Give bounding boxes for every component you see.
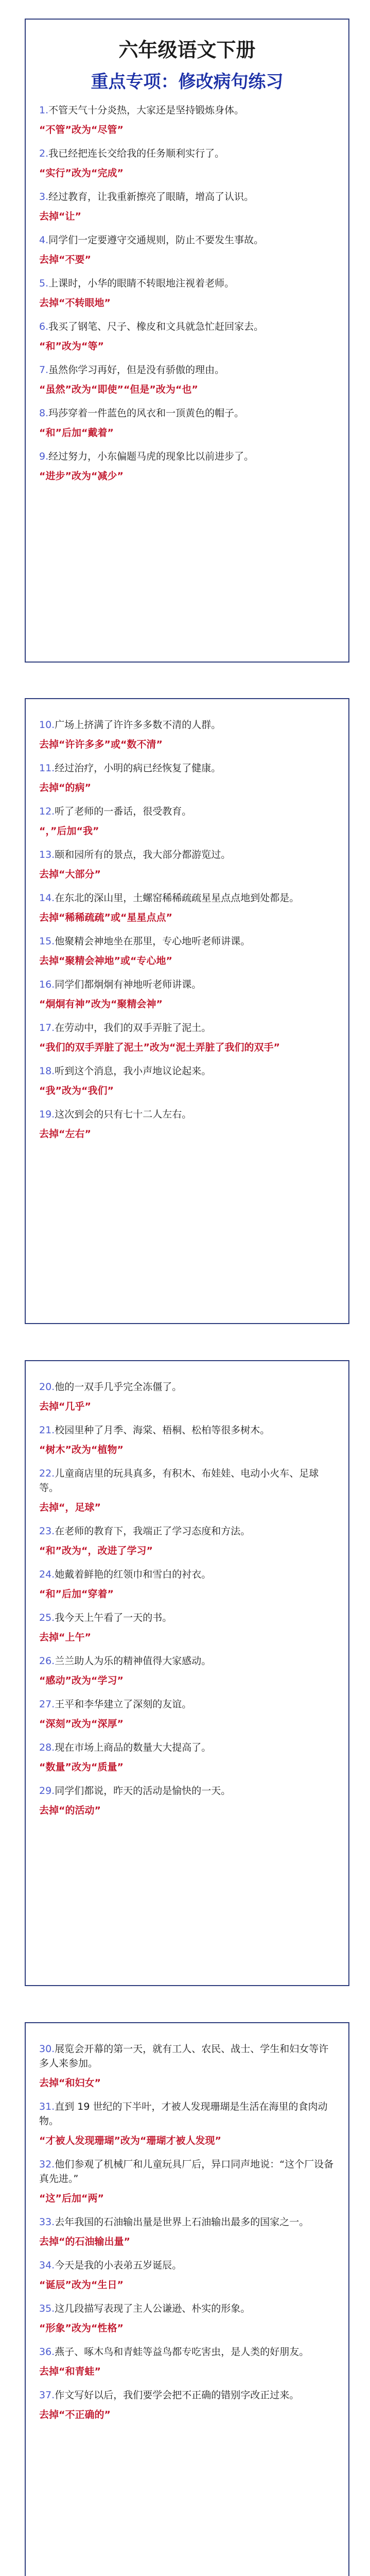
answer-text: 去掉“不转眼地” xyxy=(39,297,111,309)
question-number: 19. xyxy=(39,1109,55,1120)
question-sentence xyxy=(39,1740,335,1755)
question-sentence xyxy=(39,1611,335,1625)
question-number: 11. xyxy=(39,762,55,774)
question-item xyxy=(39,761,335,795)
answer-text: 去掉“大部分” xyxy=(39,869,101,880)
question-sentence xyxy=(39,449,335,464)
question-item xyxy=(39,276,335,310)
question-item xyxy=(39,1567,335,1601)
question-number: 34. xyxy=(39,2260,55,2271)
question-text: 这次到会的只有七十二人左右。 xyxy=(55,1109,192,1120)
question-number: 32. xyxy=(39,2159,55,2170)
question-sentence xyxy=(39,1107,335,1122)
question-text: 上课时，小华的眼睛不转眼地注视着老师。 xyxy=(48,278,235,289)
question-sentence xyxy=(39,363,335,377)
question-item xyxy=(39,1524,335,1558)
question-item xyxy=(39,146,335,180)
question-text: 她戴着鲜艳的红领巾和雪白的衬衣。 xyxy=(55,1569,212,1580)
question-number: 35. xyxy=(39,2303,55,2314)
answer-text: “不管”改为“尽管” xyxy=(39,124,124,135)
answer-text: “深刻”改为“深厚” xyxy=(39,1718,124,1730)
question-item xyxy=(39,2258,335,2292)
answer-text: 去掉“上午” xyxy=(39,1632,91,1643)
question-text: 现在市场上商品的数量大大提高了。 xyxy=(55,1742,212,1753)
question-item xyxy=(39,1064,335,1098)
question-number: 5. xyxy=(39,278,49,289)
question-sentence xyxy=(39,2388,335,2402)
question-text: 这几段描写表现了主人公谦逊、朴实的形象。 xyxy=(55,2303,251,2314)
question-text: 经过努力，小东偏题马虎的现象比以前进步了。 xyxy=(48,451,254,462)
question-number: 8. xyxy=(39,408,49,419)
question-item xyxy=(39,2301,335,2335)
question-item xyxy=(39,1654,335,1688)
question-item xyxy=(39,1380,335,1414)
question-item xyxy=(39,1611,335,1645)
question-sentence xyxy=(39,891,335,905)
question-sentence xyxy=(39,1697,335,1711)
question-sentence xyxy=(39,233,335,247)
page-title: 六年级语文下册 xyxy=(118,39,256,61)
question-text: 去年我国的石油输出量是世界上石油输出最多的国家之一。 xyxy=(55,2216,309,2228)
question-item xyxy=(39,1784,335,1818)
question-sentence xyxy=(39,977,335,992)
question-text: 今天是我的小表弟五岁诞辰。 xyxy=(55,2260,182,2271)
question-text: 儿童商店里的玩具真多，有积木、布娃娃、电动小火车、足球等。 xyxy=(39,1468,319,1494)
question-number: 25. xyxy=(39,1612,55,1623)
question-number: 7. xyxy=(39,364,49,376)
question-sentence xyxy=(39,1064,335,1078)
answer-text: 去掉“不正确的” xyxy=(39,2409,111,2420)
question-number: 16. xyxy=(39,979,55,990)
answer-text: 去掉“的病” xyxy=(39,782,91,793)
answer-text: “我”改为“我们” xyxy=(39,1085,114,1096)
question-number: 24. xyxy=(39,1569,55,1580)
answer-text: “诞辰”改为“生日” xyxy=(39,2279,124,2291)
question-number: 10. xyxy=(39,719,55,731)
question-sentence xyxy=(39,406,335,420)
question-number: 15. xyxy=(39,936,55,947)
question-number: 28. xyxy=(39,1742,55,1753)
question-sentence xyxy=(39,718,335,732)
answer-text: “炯炯有神”改为“聚精会神” xyxy=(39,998,163,1010)
question-sentence xyxy=(39,103,335,117)
exercise-card-1 xyxy=(25,19,349,663)
question-number: 29. xyxy=(39,1785,55,1797)
answer-text: “和”后加“穿着” xyxy=(39,1588,114,1600)
answer-text: 去掉“稀稀疏疏”或“星星点点” xyxy=(39,912,172,923)
question-text: 我已经把连长交给我的任务顺利实行了。 xyxy=(48,148,225,159)
question-number: 26. xyxy=(39,1655,55,1667)
question-item xyxy=(39,848,335,882)
question-sentence xyxy=(39,319,335,334)
question-item xyxy=(39,406,335,440)
question-sentence xyxy=(39,2042,335,2071)
question-text: 校园里种了月季、海棠、梧桐、松柏等很多树木。 xyxy=(55,1425,270,1436)
question-sentence xyxy=(39,276,335,291)
question-item xyxy=(39,1423,335,1457)
answer-text: 去掉“让” xyxy=(39,211,81,222)
question-list xyxy=(39,2042,335,2422)
question-list xyxy=(39,718,335,1141)
answer-text: “数量”改为“质量” xyxy=(39,1761,124,1773)
exercise-card-4 xyxy=(25,2022,349,2576)
question-item xyxy=(39,718,335,752)
question-text: 在老师的教育下，我端正了学习态度和方法。 xyxy=(55,1526,251,1537)
question-sentence xyxy=(39,761,335,775)
question-text: 同学们都说，昨天的活动是愉快的一天。 xyxy=(55,1785,231,1797)
question-number: 30. xyxy=(39,2043,55,2055)
question-text: 他的一双手几乎完全冻僵了。 xyxy=(55,1381,182,1393)
question-list xyxy=(39,103,335,483)
answer-text: “和”后加“戴着” xyxy=(39,427,114,438)
question-sentence xyxy=(39,1524,335,1538)
question-text: 直到 19 世纪的下半叶，才被人发现珊瑚是生活在海里的食肉动物。 xyxy=(39,2101,328,2127)
question-number: 20. xyxy=(39,1381,55,1393)
question-item xyxy=(39,363,335,397)
question-number: 17. xyxy=(39,1022,55,1033)
question-item xyxy=(39,2042,335,2090)
answer-text: “我们的双手弄脏了泥土”改为“泥土弄脏了我们的双手” xyxy=(39,1042,280,1053)
question-sentence xyxy=(39,848,335,862)
answer-text: “才被人发现珊瑚”改为“珊瑚才被人发现” xyxy=(39,2135,221,2146)
question-item xyxy=(39,1021,335,1055)
question-item xyxy=(39,891,335,925)
answer-text: 去掉“和妇女” xyxy=(39,2077,101,2089)
answer-text: “虽然”改为“即使”“但是”改为“也” xyxy=(39,384,198,395)
question-sentence xyxy=(39,2099,335,2128)
question-text: 虽然你学习再好，但是没有骄傲的理由。 xyxy=(48,364,225,376)
question-number: 3. xyxy=(39,191,49,202)
question-sentence xyxy=(39,2345,335,2359)
answer-text: “这”后加“两” xyxy=(39,2193,104,2204)
answer-text: 去掉“左右” xyxy=(39,1128,91,1140)
question-item xyxy=(39,2345,335,2379)
answer-text: “和”改为“，改进了学习” xyxy=(39,1545,153,1556)
question-number: 6. xyxy=(39,321,49,332)
question-text: 不管天气十分炎热，大家还是坚持锻炼身体。 xyxy=(48,105,244,116)
answer-text: “树木”改为“植物” xyxy=(39,1444,124,1455)
question-item xyxy=(39,804,335,838)
answer-text: 去掉“不要” xyxy=(39,254,91,265)
question-number: 1. xyxy=(39,105,49,116)
question-number: 33. xyxy=(39,2216,55,2228)
question-text: 燕子、啄木鸟和青蛙等益鸟都专吃害虫，是人类的好朋友。 xyxy=(55,2346,309,2358)
question-item xyxy=(39,977,335,1011)
question-sentence xyxy=(39,1466,335,1495)
question-item xyxy=(39,2157,335,2206)
answer-text: 去掉“和青蛙” xyxy=(39,2366,101,2377)
question-sentence xyxy=(39,934,335,948)
question-number: 27. xyxy=(39,1699,55,1710)
question-sentence xyxy=(39,1567,335,1582)
answer-text: 去掉“，足球” xyxy=(39,1502,101,1513)
answer-text: 去掉“许许多多”或“数不清” xyxy=(39,739,163,750)
question-number: 2. xyxy=(39,148,49,159)
question-item xyxy=(39,934,335,968)
question-text: 广场上挤满了许许多多数不清的人群。 xyxy=(55,719,221,731)
question-text: 听到这个消息，我小声地议论起来。 xyxy=(55,1065,212,1077)
answer-text: “，”后加“我” xyxy=(39,825,99,837)
question-sentence xyxy=(39,2157,335,2186)
question-number: 14. xyxy=(39,892,55,904)
question-number: 9. xyxy=(39,451,49,462)
question-item xyxy=(39,1107,335,1141)
question-sentence xyxy=(39,146,335,161)
answer-text: 去掉“的活动” xyxy=(39,1805,101,1816)
question-number: 4. xyxy=(39,234,49,246)
question-number: 12. xyxy=(39,806,55,817)
answer-text: “进步”改为“减少” xyxy=(39,470,124,482)
question-list xyxy=(39,1380,335,1818)
question-text: 经过治疗，小明的病已经恢复了健康。 xyxy=(55,762,221,774)
question-text: 听了老师的一番话，很受教育。 xyxy=(55,806,192,817)
question-sentence xyxy=(39,1784,335,1798)
exercise-card-2 xyxy=(25,698,349,1324)
question-text: 王平和李华建立了深刻的友谊。 xyxy=(55,1699,192,1710)
answer-text: “和”改为“等” xyxy=(39,341,104,352)
exercise-card-3 xyxy=(25,1360,349,1986)
question-sentence xyxy=(39,804,335,819)
question-item xyxy=(39,2099,335,2148)
question-text: 他们参观了机械厂和儿童玩具厂后，异口同声地说：“这个厂设备真先进。” xyxy=(39,2159,334,2184)
question-text: 玛莎穿着一件蓝色的风衣和一顶黄色的帽子。 xyxy=(48,408,244,419)
question-text: 同学们都炯炯有神地听老师讲课。 xyxy=(55,979,202,990)
question-item xyxy=(39,449,335,483)
question-item xyxy=(39,1697,335,1731)
question-item xyxy=(39,103,335,137)
question-sentence xyxy=(39,2301,335,2316)
question-number: 21. xyxy=(39,1425,55,1436)
question-text: 作文写好以后，我们要学会把不正确的错别字改正过来。 xyxy=(55,2389,299,2401)
question-text: 经过教育，让我重新擦亮了眼睛，增高了认识。 xyxy=(48,191,254,202)
question-text: 我今天上午看了一天的书。 xyxy=(55,1612,172,1623)
answer-text: “形象”改为“性格” xyxy=(39,2323,124,2334)
question-item xyxy=(39,319,335,353)
answer-text: “实行”改为“完成” xyxy=(39,167,124,179)
question-item xyxy=(39,190,335,224)
answer-text: 去掉“的石油输出量” xyxy=(39,2236,130,2247)
question-item xyxy=(39,2215,335,2249)
question-sentence xyxy=(39,1380,335,1394)
question-text: 兰兰助人为乐的精神值得大家感动。 xyxy=(55,1655,212,1667)
question-number: 31. xyxy=(39,2101,55,2112)
question-item xyxy=(39,233,335,267)
question-number: 18. xyxy=(39,1065,55,1077)
answer-text: “感动”改为“学习” xyxy=(39,1675,124,1686)
question-number: 36. xyxy=(39,2346,55,2358)
question-text: 展览会开幕的第一天，就有工人、农民、战士、学生和妇女等许多人来参加。 xyxy=(39,2043,329,2069)
question-number: 13. xyxy=(39,849,55,860)
question-number: 23. xyxy=(39,1526,55,1537)
question-sentence xyxy=(39,2215,335,2229)
question-sentence xyxy=(39,2258,335,2273)
question-text: 颐和园所有的景点，我大部分都游览过。 xyxy=(55,849,231,860)
question-item xyxy=(39,1466,335,1515)
answer-text: 去掉“几乎” xyxy=(39,1401,91,1412)
question-item xyxy=(39,2388,335,2422)
answer-text: 去掉“聚精会神地”或“专心地” xyxy=(39,955,172,967)
question-sentence xyxy=(39,1423,335,1437)
question-text: 我买了钢笔、尺子、橡皮和文具就急忙赶回家去。 xyxy=(48,321,264,332)
question-number: 22. xyxy=(39,1468,55,1479)
question-text: 同学们一定要遵守交通规则，防止不要发生事故。 xyxy=(48,234,264,246)
question-sentence xyxy=(39,190,335,204)
question-sentence xyxy=(39,1021,335,1035)
question-text: 他聚精会神地坐在那里，专心地听老师讲课。 xyxy=(55,936,251,947)
question-number: 37. xyxy=(39,2389,55,2401)
page-subtitle: 重点专项：修改病句练习 xyxy=(91,72,284,92)
question-text: 在东北的深山里，土螺窑稀稀疏疏星星点点地到处都是。 xyxy=(55,892,299,904)
question-sentence xyxy=(39,1654,335,1668)
question-text: 在劳动中，我们的双手弄脏了泥土。 xyxy=(55,1022,212,1033)
question-item xyxy=(39,1740,335,1774)
